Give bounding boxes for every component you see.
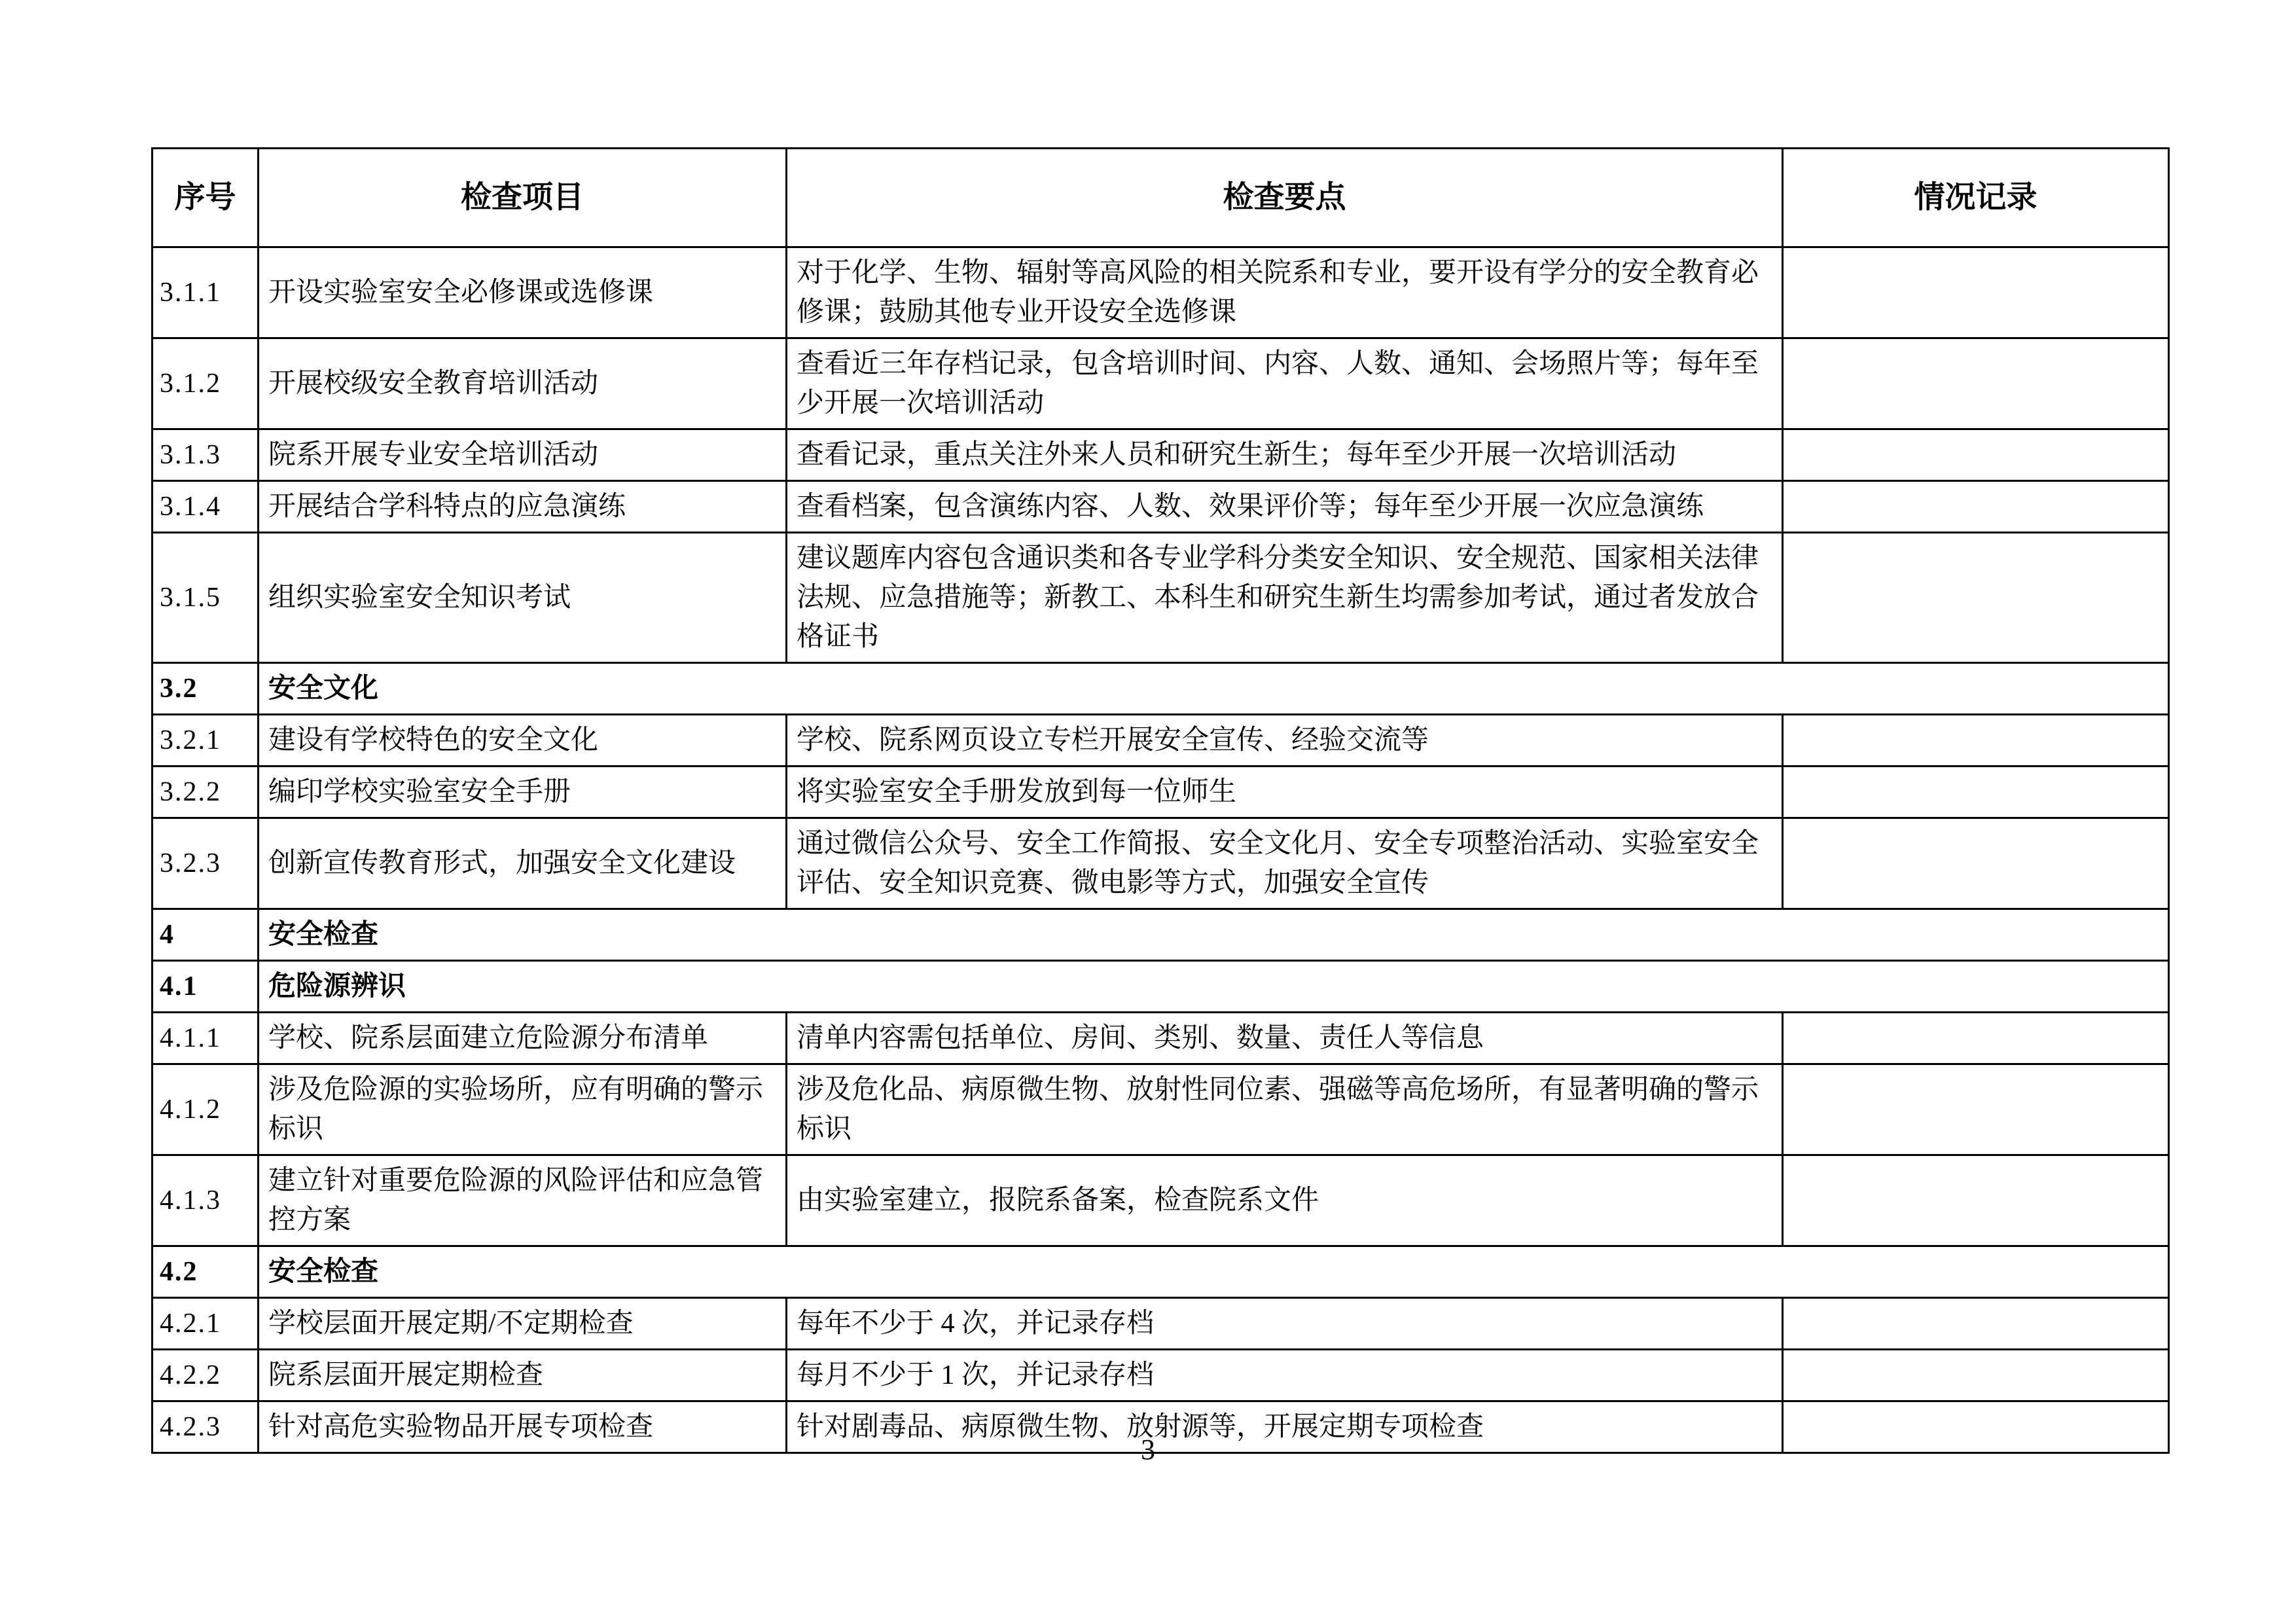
section-title: 安全检查: [259, 1246, 2169, 1298]
row-seq-number: 4.1.1: [152, 1013, 259, 1064]
column-header-item: 检查项目: [259, 149, 787, 247]
row-inspection-points: 由实验室建立，报院系备案，检查院系文件: [787, 1155, 1783, 1246]
row-record-cell: [1783, 1013, 2169, 1064]
row-record-cell: [1783, 1155, 2169, 1246]
row-inspection-points: 学校、院系网页设立专栏开展安全宣传、经验交流等: [787, 715, 1783, 767]
row-record-cell: [1783, 481, 2169, 533]
table-header-row: [152, 149, 2169, 247]
row-record-cell: [1783, 818, 2169, 909]
row-seq-number: 3.1.5: [152, 533, 259, 663]
table-row: [152, 1013, 2169, 1064]
row-inspection-item: 开展校级安全教育培训活动: [259, 338, 787, 429]
column-header-points: 检查要点: [787, 149, 1783, 247]
row-inspection-item: 组织实验室安全知识考试: [259, 533, 787, 663]
page-number: 3: [1141, 1434, 1155, 1466]
row-seq-number: 3.1.2: [152, 338, 259, 429]
row-inspection-points: 针对剧毒品、病原微生物、放射源等，开展定期专项检查: [787, 1401, 1783, 1453]
table-row: [152, 1064, 2169, 1155]
row-seq-number: 4.1.2: [152, 1064, 259, 1155]
row-inspection-item: 院系层面开展定期检查: [259, 1350, 787, 1401]
table-row: [152, 818, 2169, 909]
section-title: 安全检查: [259, 909, 2169, 961]
row-inspection-item: 编印学校实验室安全手册: [259, 767, 787, 818]
section-header-row: [152, 961, 2169, 1013]
row-inspection-item: 学校、院系层面建立危险源分布清单: [259, 1013, 787, 1064]
row-seq-number: 4.1.3: [152, 1155, 259, 1246]
row-inspection-item: 针对高危实验物品开展专项检查: [259, 1401, 787, 1453]
row-inspection-points: 查看记录，重点关注外来人员和研究生新生；每年至少开展一次培训活动: [787, 429, 1783, 481]
table-row: [152, 1298, 2169, 1350]
row-inspection-item: 建设有学校特色的安全文化: [259, 715, 787, 767]
table-row: [152, 338, 2169, 429]
row-record-cell: [1783, 247, 2169, 338]
row-inspection-points: 清单内容需包括单位、房间、类别、数量、责任人等信息: [787, 1013, 1783, 1064]
section-title: 危险源辨识: [259, 961, 2169, 1013]
row-record-cell: [1783, 533, 2169, 663]
section-header-row: [152, 1246, 2169, 1298]
row-inspection-points: 建议题库内容包含通识类和各专业学科分类安全知识、安全规范、国家相关法律法规、应急措施等；新教工、本科生和研究生新生均需参加考试，通过者发放合格证书: [787, 533, 1783, 663]
column-header-record: 情况记录: [1783, 149, 2169, 247]
section-seq-number: 4.1: [152, 961, 259, 1013]
row-inspection-points: 查看档案，包含演练内容、人数、效果评价等；每年至少开展一次应急演练: [787, 481, 1783, 533]
row-seq-number: 3.2.3: [152, 818, 259, 909]
row-seq-number: 3.1.4: [152, 481, 259, 533]
row-inspection-item: 学校层面开展定期/不定期检查: [259, 1298, 787, 1350]
row-seq-number: 4.2.3: [152, 1401, 259, 1453]
row-inspection-points: 对于化学、生物、辐射等高风险的相关院系和专业，要开设有学分的安全教育必修课；鼓励其他专业开设安全选修课: [787, 247, 1783, 338]
row-seq-number: 3.1.1: [152, 247, 259, 338]
row-record-cell: [1783, 338, 2169, 429]
section-header-row: [152, 909, 2169, 961]
row-inspection-item: 创新宣传教育形式，加强安全文化建设: [259, 818, 787, 909]
row-inspection-item: 院系开展专业安全培训活动: [259, 429, 787, 481]
column-header-seq: 序号: [152, 149, 259, 247]
row-record-cell: [1783, 767, 2169, 818]
table-body: [152, 247, 2169, 1453]
table-row: [152, 1350, 2169, 1401]
section-title: 安全文化: [259, 663, 2169, 715]
inspection-checklist-table: [151, 147, 2170, 1454]
table-row: [152, 1155, 2169, 1246]
table-row: [152, 715, 2169, 767]
row-record-cell: [1783, 715, 2169, 767]
row-seq-number: 4.2.1: [152, 1298, 259, 1350]
row-record-cell: [1783, 1298, 2169, 1350]
row-seq-number: 4.2.2: [152, 1350, 259, 1401]
row-inspection-points: 每月不少于 1 次，并记录存档: [787, 1350, 1783, 1401]
section-seq-number: 4: [152, 909, 259, 961]
table-row: [152, 481, 2169, 533]
row-inspection-points: 涉及危化品、病原微生物、放射性同位素、强磁等高危场所，有显著明确的警示标识: [787, 1064, 1783, 1155]
row-inspection-item: 开设实验室安全必修课或选修课: [259, 247, 787, 338]
row-inspection-points: 每年不少于 4 次，并记录存档: [787, 1298, 1783, 1350]
row-inspection-item: 建立针对重要危险源的风险评估和应急管控方案: [259, 1155, 787, 1246]
row-record-cell: [1783, 1350, 2169, 1401]
row-record-cell: [1783, 1064, 2169, 1155]
row-inspection-points: 通过微信公众号、安全工作简报、安全文化月、安全专项整治活动、实验室安全评估、安全知识竞赛、微电影等方式，加强安全宣传: [787, 818, 1783, 909]
table-row: [152, 247, 2169, 338]
row-inspection-item: 开展结合学科特点的应急演练: [259, 481, 787, 533]
section-seq-number: 4.2: [152, 1246, 259, 1298]
row-record-cell: [1783, 429, 2169, 481]
row-inspection-points: 查看近三年存档记录，包含培训时间、内容、人数、通知、会场照片等；每年至少开展一次培训活动: [787, 338, 1783, 429]
row-inspection-item: 涉及危险源的实验场所，应有明确的警示标识: [259, 1064, 787, 1155]
row-seq-number: 3.1.3: [152, 429, 259, 481]
section-seq-number: 3.2: [152, 663, 259, 715]
row-seq-number: 3.2.2: [152, 767, 259, 818]
section-header-row: [152, 663, 2169, 715]
table-row: [152, 429, 2169, 481]
table-row: [152, 767, 2169, 818]
row-seq-number: 3.2.1: [152, 715, 259, 767]
row-inspection-points: 将实验室安全手册发放到每一位师生: [787, 767, 1783, 818]
table-row: [152, 533, 2169, 663]
